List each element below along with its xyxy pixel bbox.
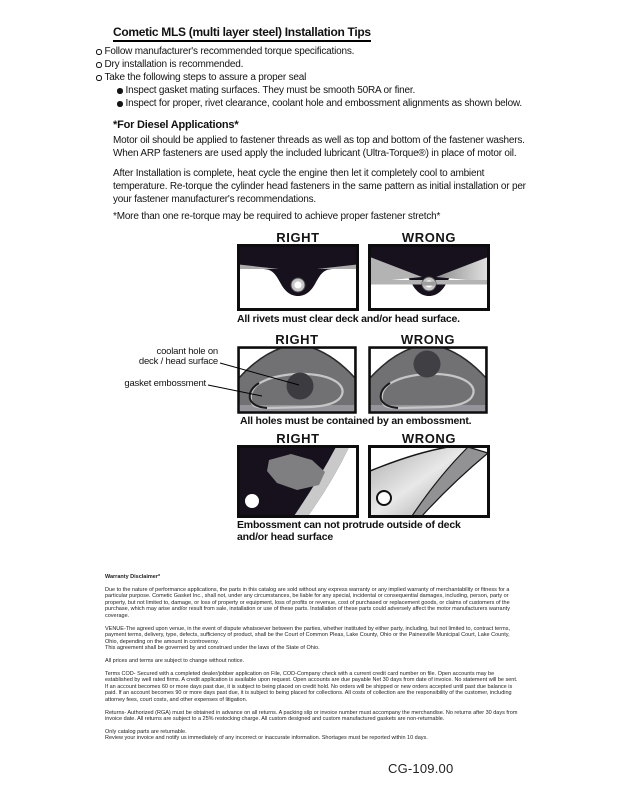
page-title: Cometic MLS (multi layer steel) Installation Tips: [113, 25, 371, 42]
list-item: [96, 45, 526, 58]
review-invoice-line: Review your invoice and notify us immediately of any incorrect or inaccurate information. Shortages must be reported within 10 days.: [105, 735, 428, 742]
leader-line-coolant-hole: [220, 363, 299, 385]
only-catalog-line: Only catalog parts are returnable.: [105, 728, 187, 735]
circle-bullet-icon: [96, 75, 102, 81]
bullet-text: Inspect gasket mating surfaces. They must be smooth 50RA or finer.: [125, 85, 416, 96]
bullet-text: Inspect for proper, rivet clearance, coolant hole and embossment alignments as shown below.: [125, 98, 522, 109]
wrong-label: WRONG: [400, 332, 456, 347]
page-code: CG-109.00: [388, 761, 454, 776]
diagram-rivets-wrong: [368, 244, 490, 311]
diesel-heading: *For Diesel Applications*: [113, 119, 239, 131]
warranty-paragraph: Due to the nature of performance applications, the parts in this catalog are sold without any express warranty or any implied warranty of merchantability or fitness for a particular purpose. Cometic Gasket Inc., shall not, under any circumstances, be liable for any special, incidental or consequential damages, including, person, party or property, but not limited to, damage, or loss of property or equipment, loss of profits or revenue, cost of purchased or replacement goods, or claims of customers of the purchase, which may arise and/or result from sale, installation or use of these parts. Installation of these parts could adversely affect the motor manufacturers warranty coverage.: [105, 586, 510, 619]
legal-section: [105, 574, 521, 748]
wrong-label: WRONG: [401, 431, 457, 446]
gasket-embossment-label: gasket embossment: [124, 378, 206, 389]
venue-paragraph: VENUE-The agreed upon venue, in the event of dispute whatsoever between the parties, whether instituted by either party, including, but not limited to, contract terms, payment terms, delivery, type, defects, sufficiency of product, shall be the Court of Common Pleas, Lake County, Ohio or the Painesville Municipal Court, Lake County, Ohio, depending on the amount in controversy.: [105, 625, 510, 645]
right-label: RIGHT: [275, 332, 319, 347]
prices-line: All prices and terms are subject to change without notice.: [105, 657, 245, 664]
list-item: [117, 84, 526, 97]
leader-line-embossment: [208, 385, 262, 396]
list-item: [96, 58, 526, 71]
coolant-hole-label: coolant hole on deck / head surface: [138, 346, 218, 367]
list-item: [96, 71, 526, 84]
bullet-text: Follow manufacturer's recommended torque specifications.: [104, 46, 355, 57]
dot-bullet-icon: [117, 101, 123, 107]
list-item: [117, 97, 526, 110]
returns-paragraph: Returns- Authorized (RGA) must be obtained in advance on all returns. A packing slip or invoice number must accompany the merchandise. No returns after 30 days from invoice date. All returns are subject to a 25% restocking charge. All custom designed and custom manufactured gaskets are non-returnable.: [105, 709, 518, 723]
diesel-paragraph-2: After Installation is complete, heat cycle the engine then let it completely cool to ambient temperature. Re-torque the cylinder head fasteners in the same pattern as initial installation or per your fastener manufacturer's recommendations.: [113, 168, 526, 205]
embossment-caption: Embossment can not protrude outside of deck and/or head surface: [237, 519, 461, 543]
terms-paragraph: Terms COD- Secured with a completed dealer/jobber application on File, COD-Company check with a current credit card number on file. Open accounts may be established by well rated firms. A credit application is available upon request. Open accounts are due payable Net 30 days from date of invoice. No statement will be sent. If an account becomes 60 or more days past due, it is subject to being placed on credit hold. No orders will be shipped or new orders accepted until past due balance is paid. If an account becomes 90 or more days past due, it is subject to being placed for collections. All costs of collection are the responsibility of the customer, including attorney fees, court costs, and other expenses of litigation.: [105, 670, 518, 703]
right-label: RIGHT: [276, 230, 320, 245]
right-label: RIGHT: [276, 431, 320, 446]
bullet-text: Take the following steps to assure a proper seal: [104, 72, 307, 83]
warranty-disclaimer-heading: Warranty Disclaimer*: [105, 574, 161, 580]
diagram-embossment-wrong: [368, 445, 490, 518]
diesel-note: *More than one re-torque may be required to achieve proper fastener stretch*: [113, 211, 441, 222]
dot-bullet-icon: [117, 88, 123, 94]
rivets-caption: All rivets must clear deck and/or head surface.: [237, 313, 460, 325]
leader-lines: [200, 340, 310, 402]
diesel-paragraph-1: Motor oil should be applied to fastener threads as well as top and bottom of the fastener washers. When ARP fasteners are used apply the included lubricant (Ultra-Torque®) in place of motor oil.: [113, 135, 525, 159]
wrong-label: WRONG: [401, 230, 457, 245]
diagram-holes-wrong: [368, 346, 488, 414]
diagram-embossment-right: [237, 445, 359, 518]
venue-governed-line: This agreement shall be governed by and construed under the laws of the State of Ohio.: [105, 645, 320, 652]
circle-bullet-icon: [96, 62, 102, 68]
tips-section: [96, 45, 526, 110]
diagram-rivets-right: [237, 244, 359, 311]
circle-bullet-icon: [96, 49, 102, 55]
bullet-text: Dry installation is recommended.: [104, 59, 244, 70]
holes-caption: All holes must be contained by an embossment.: [240, 415, 472, 427]
